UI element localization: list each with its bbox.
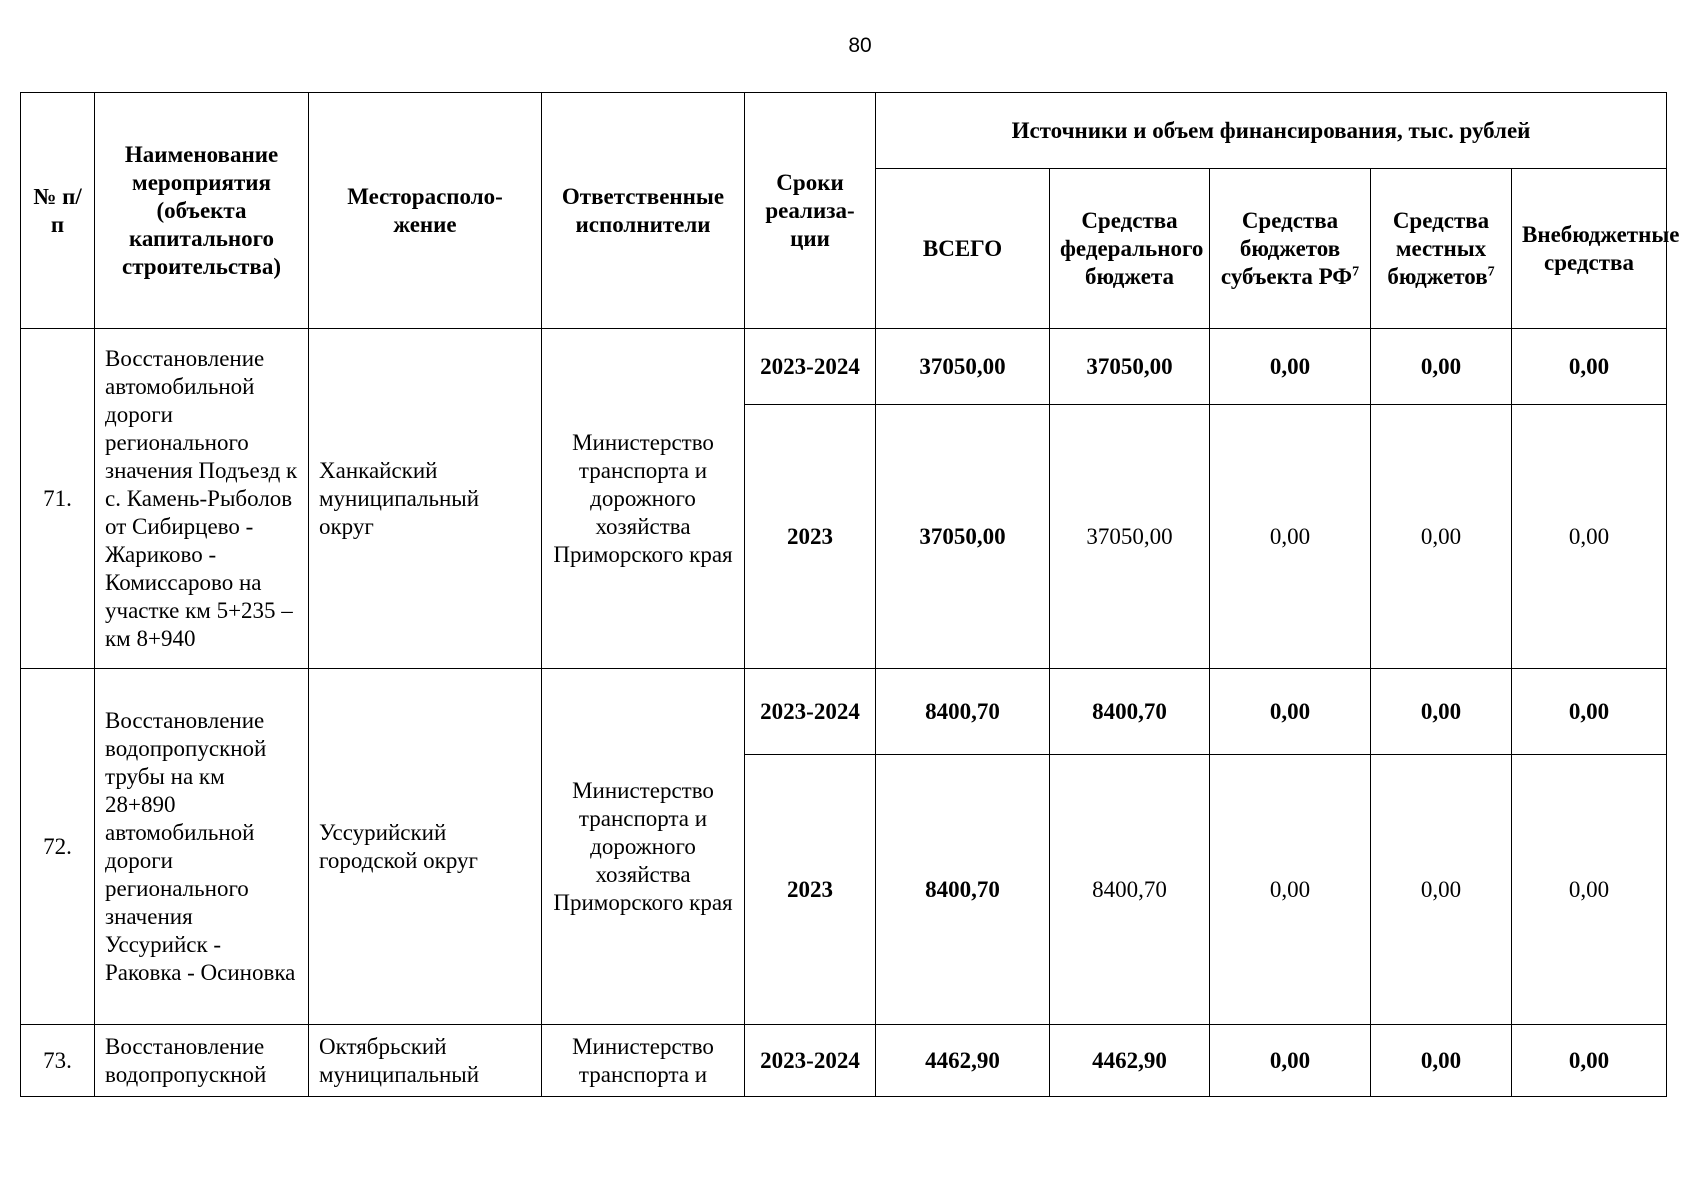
header-regional-text: Средства бюджетов субъекта РФ [1220, 207, 1353, 289]
header-location: Месторасполо-жение [309, 93, 542, 329]
header-row-1 [21, 93, 1667, 169]
header-federal: Средства федерального бюджета [1050, 169, 1210, 329]
row-extra: 0,00 [1512, 405, 1667, 669]
row-total: 37050,00 [876, 329, 1050, 405]
table-row [21, 669, 1667, 755]
row-location: Уссурийский городской округ [309, 669, 542, 1025]
row-federal: 4462,90 [1050, 1025, 1210, 1097]
table-row [21, 1025, 1667, 1097]
header-responsible: Ответственные исполнители [542, 93, 745, 329]
row-responsible: Министерство транспорта и [542, 1025, 745, 1097]
header-funding: Источники и объем финансирования, тыс. рублей [876, 93, 1667, 169]
row-local: 0,00 [1371, 1025, 1512, 1097]
row-total: 4462,90 [876, 1025, 1050, 1097]
header-local-footnote: 7 [1487, 263, 1495, 279]
row-federal: 8400,70 [1050, 755, 1210, 1025]
row-regional: 0,00 [1210, 1025, 1371, 1097]
row-local: 0,00 [1371, 329, 1512, 405]
financing-table [20, 92, 1680, 1097]
row-total: 8400,70 [876, 755, 1050, 1025]
row-federal: 8400,70 [1050, 669, 1210, 755]
header-period: Сроки реализа-ции [745, 93, 876, 329]
row-period: 2023 [745, 755, 876, 1025]
row-period: 2023 [745, 405, 876, 669]
row-extra: 0,00 [1512, 1025, 1667, 1097]
row-responsible: Министерство транспорта и дорожного хозяйства Приморского края [542, 329, 745, 669]
row-extra: 0,00 [1512, 329, 1667, 405]
row-regional: 0,00 [1210, 755, 1371, 1025]
header-name: Наименование мероприятия (объекта капитального строительства) [95, 93, 309, 329]
header-local-text: Средства местных бюджетов [1387, 207, 1490, 289]
row-name: Восстановление водопропускной трубы на км 28+890 автомобильной дороги регионального значения Уссурийск - Раковка - Осиновка [95, 669, 309, 1025]
row-period: 2023-2024 [745, 329, 876, 405]
row-number: 72. [21, 669, 95, 1025]
row-local: 0,00 [1371, 755, 1512, 1025]
row-regional: 0,00 [1210, 405, 1371, 669]
row-total: 8400,70 [876, 669, 1050, 755]
row-regional: 0,00 [1210, 669, 1371, 755]
header-num: № п/п [21, 93, 95, 329]
row-period: 2023-2024 [745, 669, 876, 755]
header-local [1371, 169, 1512, 329]
header-regional-footnote: 7 [1352, 263, 1360, 279]
row-name: Восстановление водопропускной [95, 1025, 309, 1097]
row-federal: 37050,00 [1050, 329, 1210, 405]
row-extra: 0,00 [1512, 755, 1667, 1025]
row-responsible: Министерство транспорта и дорожного хозяйства Приморского края [542, 669, 745, 1025]
table-row [21, 329, 1667, 405]
row-location: Октябрьский муниципальный [309, 1025, 542, 1097]
header-extra: Внебюджетные средства [1512, 169, 1667, 329]
row-number: 73. [21, 1025, 95, 1097]
row-federal: 37050,00 [1050, 405, 1210, 669]
row-regional: 0,00 [1210, 329, 1371, 405]
header-total: ВСЕГО [876, 169, 1050, 329]
header-regional [1210, 169, 1371, 329]
page-number: 80 [848, 34, 872, 57]
row-local: 0,00 [1371, 669, 1512, 755]
row-location: Ханкайский муниципальный округ [309, 329, 542, 669]
row-local: 0,00 [1371, 405, 1512, 669]
row-extra: 0,00 [1512, 669, 1667, 755]
row-number: 71. [21, 329, 95, 669]
row-period: 2023-2024 [745, 1025, 876, 1097]
row-name: Восстановление автомобильной дороги регионального значения Подъезд к с. Камень-Рыболов от Сибирцево - Жариково - Комиссарово на участке км 5+235 – км 8+940 [95, 329, 309, 669]
row-total: 37050,00 [876, 405, 1050, 669]
